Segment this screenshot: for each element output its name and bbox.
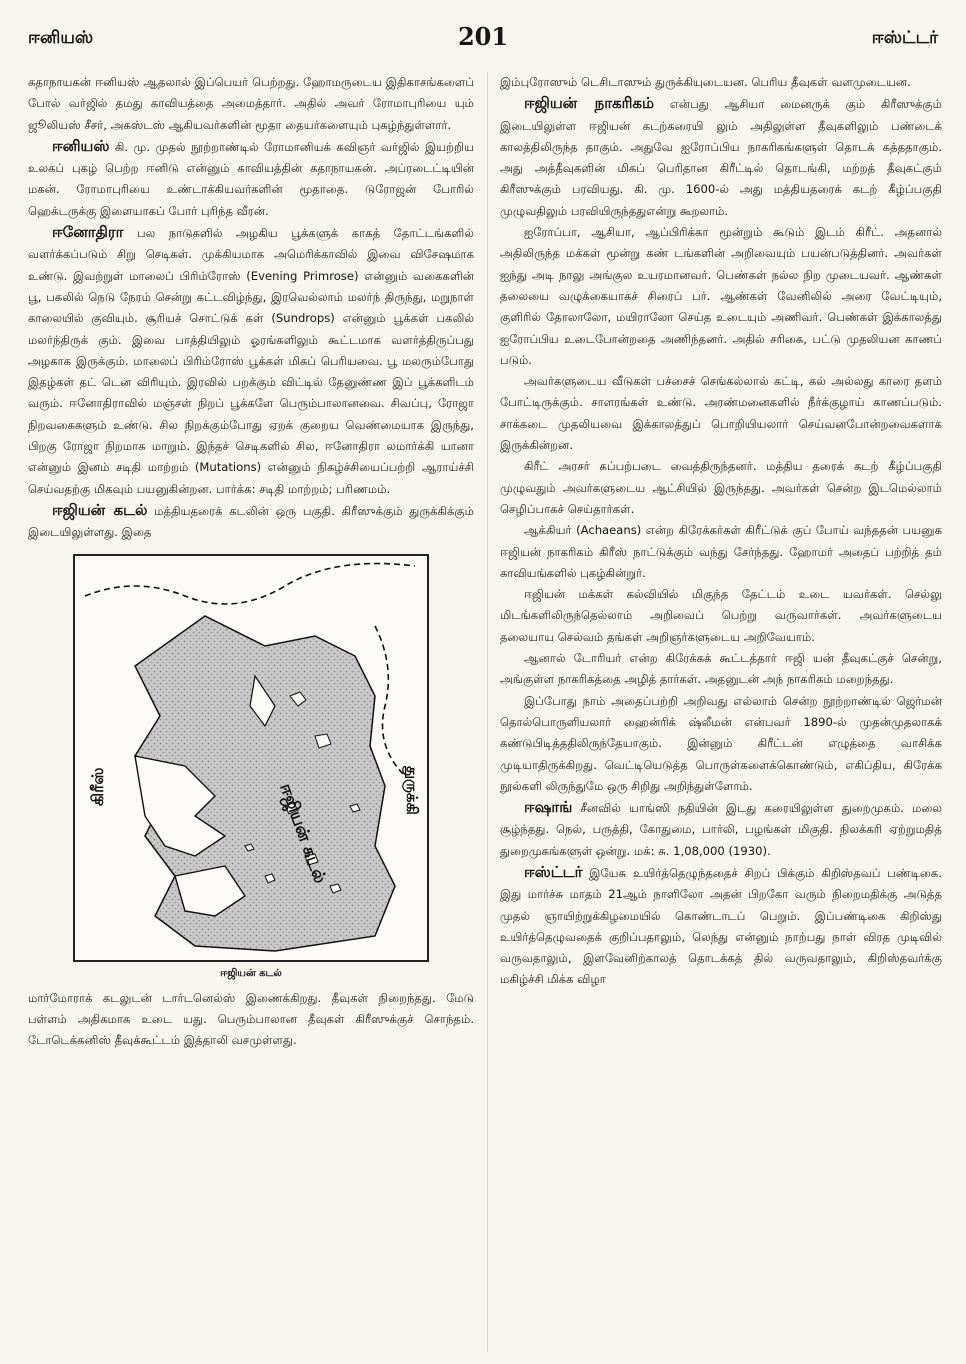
left-column xyxy=(28,72,474,1352)
paragraph: ஆக்கியர் (Achaeans) என்ற கிரேக்கர்கள் கிரீட்டுக் குப் போய் வந்ததன் பயனுக ஈஜியன் நாகரிகம் கிரீஸ் நாட்டுக்கும் வந்து சேர்ந்தது. ஹோமர் அதைப் பற்றித் தம் காவியங்களில் புகழ்கின்றுர். xyxy=(500,523,942,580)
entry-body: கி. மு. முதல் நூற்றாண்டில் ரோமானியக் கவிஞர் வர்ஜில் இயற்றிய உலகப் புகழ் பெற்ற ஈனிடு என்னும் காவியத்தின் கதாநாயகன். அப்ரடைட்டியின் மகன். ரோமாபுரியை உண்டாக்கியவர்களின் மூதாதை. டுரோஜன் போரில் ஹெக்டருக்கு இளையாகப் போர் புரிந்த வீரன். xyxy=(28,139,474,218)
entry-ichang xyxy=(500,797,942,862)
paragraph: இப்போது நாம் அதைப்பற்றி அறிவது எல்லாம் சென்ற நூற்றாண்டில் ஜெர்மன் தொல்பொருளியலார் ஹைன்ரிக் ஷ்லீமன் என்பவர் 1890-ல் முதன்முதலாகக் கண்டுபிடித்ததிலிருந்தேயாகும். இன்னும் கிரீட்டன் எழுத்தை வாசிக்க முடியாதிருக்கிறது. வெட்டியெடுத்த பொருள்களைக்கொண்டும், எகிப்திய, கிரேக்க நூல்களி லிருந்துமே ஒரு சிறிது அறிந்துள்ளோம். xyxy=(500,693,942,793)
entry-body: மத்தியதரைக் கடலின் ஒரு பகுதி. கிரீஸுக்கும் துருக்கிக்கும் இடையிலுள்ளது. இதை xyxy=(28,503,474,540)
column-divider xyxy=(487,72,488,1352)
headword: ஈஜியன் கடல் xyxy=(52,500,148,519)
aegean-sea-map xyxy=(73,554,429,962)
paragraph: அவர்களுடைய வீடுகள் பச்சைச் செங்கல்லால் கட்டி, கல் அல்லது காரை தளம் போட்டிருக்கும். சாளரங்கள் உண்டு. அரண்மனைகளில் நீர்க்குழாய் காணப்படும். சாக்கடை முதலியவை இக்காலத்துப் பொறியியலார் செய்வனபோன்றவைகளாக இருக்கின்றன. xyxy=(500,374,942,453)
paragraph: ஈஜியன் மக்கள் கல்வியில் மிகுந்த தேட்டம் உடை யவர்கள். செல்லு மிடங்களிலிருந்தெல்லாம் அறிவைப் பெற்று வருவார்கள். அவர்களுடைய தலையாய செல்வம் தங்கள் அறிஞர்களுடைய அறிவேயாம். xyxy=(500,587,942,644)
map-label-sea: ஈஜியன் கடல் xyxy=(275,780,330,886)
running-head-left: ஈனியஸ் xyxy=(28,28,94,48)
headword: ஈனோதிரா xyxy=(52,223,124,242)
right-column xyxy=(500,72,942,1352)
paragraph: ஆனால் டோரியர் என்ற கிரேக்கக் கூட்டத்தார் ஈஜி யன் தீவுகட்குச் சென்று, அங்குள்ள நாகரிகத்தை அழித் தார்கள். அதனுடன் அந் நாகரிகம் மறைந்தது. xyxy=(500,651,942,687)
paragraph: ஐரோப்பா, ஆசியா, ஆப்பிரிக்கா மூன்றும் கூடும் இடம் கிரீட். அதனால் அதிலிருந்த மக்கள் மூன்று கண் டங்களின் அறிவையும் பயன்படுத்தினர். அவர்கள் ஐந்து அடி நாலு அங்குல உயரமானவர். பெண்கள் நல்ல நிற முடையவர். ஆண்கள் தலையை வழுக்கையாகச் சிரைப் பர். ஆண்கள் வேனிலில் அரை வேட்டியும், குளிரில் தோலாலோ, மயிராலோ செய்த உடையும் அணிவர். பெண்கள் இக்காலத்து ஐரோப்பிய உடைபோன்றதை அணிந்தனர். அதில் சரிகை, பட்டு முதலியன காணப் படும். xyxy=(500,225,942,367)
map-caption: ஈஜியன் கடல் xyxy=(220,967,282,979)
page-number: 201 xyxy=(457,22,509,51)
entry-body: பல நாடுகளில் அழகிய பூக்களுக் காகத் தோட்டங்களில் வளர்க்கப்படும் சிறு செடிகள். முக்கியமாக அமெரிக்காவில் இவை விசேஷமாக உண்டு. இவற்றுள் மாலைப் பிரிம்ரோஸ் (Evening Primrose) என்னும் வகைகளின் பூ, பகலில் நெடு நேரம் சென்று கட்டவிழ்ந்து, இரவெல்லாம் மலர்ந் திருந்து, மறுநாள் காலையில் குவியும். சூரியச் சொட்டுக் கள் (Sundrops) என்னும் பூக்கள் பகலில் மலர்ந்திருக் கும். இவை பாத்தியிலும் ஓரங்களிலும் கூட்டமாக வளர்த்திருப்பது அழகாக இருக்கும். மாலைப் பிரிம்ரோஸ் பூக்கள் மிகப் பெரியவை. பூ மலரும்போது இதழ்கள் தட் டென விரியும். இரவில் பறக்கும் விட்டில் தேனுண்ண இப் பூக்களிடம் வரும். ஈனோதிராவில் மஞ்சள் நிறப் பூக்களே பெரும்பாலானவை. சிவப்பு, ரோஜா நிறவகைகளும் உண்டு. சில நிறக்கும்போது ஏறக் குறைய வெண்மையாக இருந்து, பிறகு ரோஜா நிறமாக மாறும். இந்தச் செடிகளில் சில, ஈனோதிரா லமார்க்கி யானா என்னும் இனம் சடிதி மாற்றம் (Mutations) என்னும் நிகழ்ச்சியைப்பற்றி ஆராய்ச்சி செய்வதற்கு மிகவும் பயனுகின்றன. பார்க்க: சடிதி மாற்றம்; பரிணமம். xyxy=(28,226,474,496)
page-header xyxy=(28,22,938,56)
entry-aegean-sea xyxy=(28,500,474,544)
entry-oenothera xyxy=(28,222,474,500)
running-head-right: ஈஸ்ட்டர் xyxy=(871,28,938,48)
entry-aegean-civilization xyxy=(500,93,942,222)
paragraph: கிரீட் அரசர் கப்பற்படை வைத்திருந்தனர். மத்திய தரைக் கடற் கீழ்ப்பகுதி முழுவதும் அவர்களுடைய ஆட்சியில் இருந்தது. அவர்கள் சென்ற இடமெல்லாம் செழிப்பாகச் செய்தார்கள். xyxy=(500,459,942,516)
entry-eneas xyxy=(28,136,474,222)
paragraph: இம்புரோஸும் டெசிடாஸும் துருக்கியுடையன. பெரிய தீவுகள் வளமுடையன. xyxy=(500,75,911,89)
headword: ஈனியஸ் xyxy=(52,136,110,155)
paragraph: மார்மோராக் கடலுடன் டார்டனெல்ஸ் இணைக்கிறது. தீவுகள் நிறைந்தது. மேடு பள்ளம் அதிகமாக உடை யது. பெரும்பாலான தீவுகள் கிரீஸுக்குச் சொந்தம். டோடெக்கனிஸ் தீவுக்கூட்டம் இத்தாலி வசமுள்ளது. xyxy=(28,990,474,1048)
entry-body: என்பது ஆசியா மைனருக் கும் கிரீஸுக்கும் இடையிலுள்ள ஈஜியன் கடற்கரையி லும் அதிலுள்ள தீவுகளிலும் பண்டைக் காலத்திலிருந்த தாகும். அதுவே ஐரோப்பிய நாகரிகங்களுள் தொடக் கத்ததாகும். அது அத்தீவுகளின் மிகப் பெரிதான கிரீட்டில் தொடங்கி, மற்றத் தீவுகட்கும் கிரீஸுக்கும் பரவியது. கி. மு. 1600-ல் அது மத்தியதரைக் கடற் கீழ்ப்பகுதி முழுவதிலும் பரவியிருந்ததுஎன்று கூறலாம். xyxy=(500,97,942,218)
entry-body: சீனவில் யாங்ஸி நதியின் இடது கரையிலுள்ள துறைமுகம். மலை சூழ்ந்தது. நெல், பருத்தி, கோதுமை, பார்லி, பழங்கள் மிகுதி. நிலக்கரி ஏற்றுமதித் துறைமுகங்களுள் ஒன்று. மக்: சு. 1,08,000 (1930). xyxy=(500,801,942,858)
headword: ஈஷாங் xyxy=(524,798,573,817)
map-label-greece: கிரீஸ் xyxy=(88,766,107,806)
entry-easter xyxy=(500,862,942,991)
paragraph: கதாநாயகன் ஈனியஸ் ஆதலால் இப்பெயர் பெற்றது. ஹோமருடைய இதிகாசங்களைப் போல் வர்ஜில் தமது காவியத்தை அமைத்தார். அதில் அவர் ரோமாபுரியை யும் ஜூலியஸ் சீசர், அகஸ்டஸ் ஆகியவர்களின் மூதா தையர்களையும் புகழ்ந்துள்ளார். xyxy=(28,75,474,132)
headword: ஈஸ்ட்டர் xyxy=(524,862,583,881)
entry-body: இயேசு உயிர்த்தெழுந்ததைச் சிறப் பிக்கும் கிறிஸ்தவப் பண்டிகை. இது மார்ச்சு மாதம் 21ஆம் நாளிலோ அதன் பிறகோ வரும் நிறைமதிக்கு அடுத்த முதல் ஞாயிற்றுக்கிழமையில் கொண்டாடப் பெறும். இப்பண்டிகை கிறிஸ்து உயிர்த்தெழுவதைக் குறிப்பதாலும், லெந்து என்னும் நாற்பது நாள் விரத முடிவில் வருவதாலும், இளவேனிற்காலத் தொடக்கத் தில் வருவதாலும், கிறிஸ்தவர்க்கு மகிழ்ச்சி மிக்க விழா xyxy=(500,865,942,987)
map-label-turkey: துருக்கி xyxy=(403,765,421,815)
headword: ஈஜியன் நாகரிகம் xyxy=(524,94,655,113)
